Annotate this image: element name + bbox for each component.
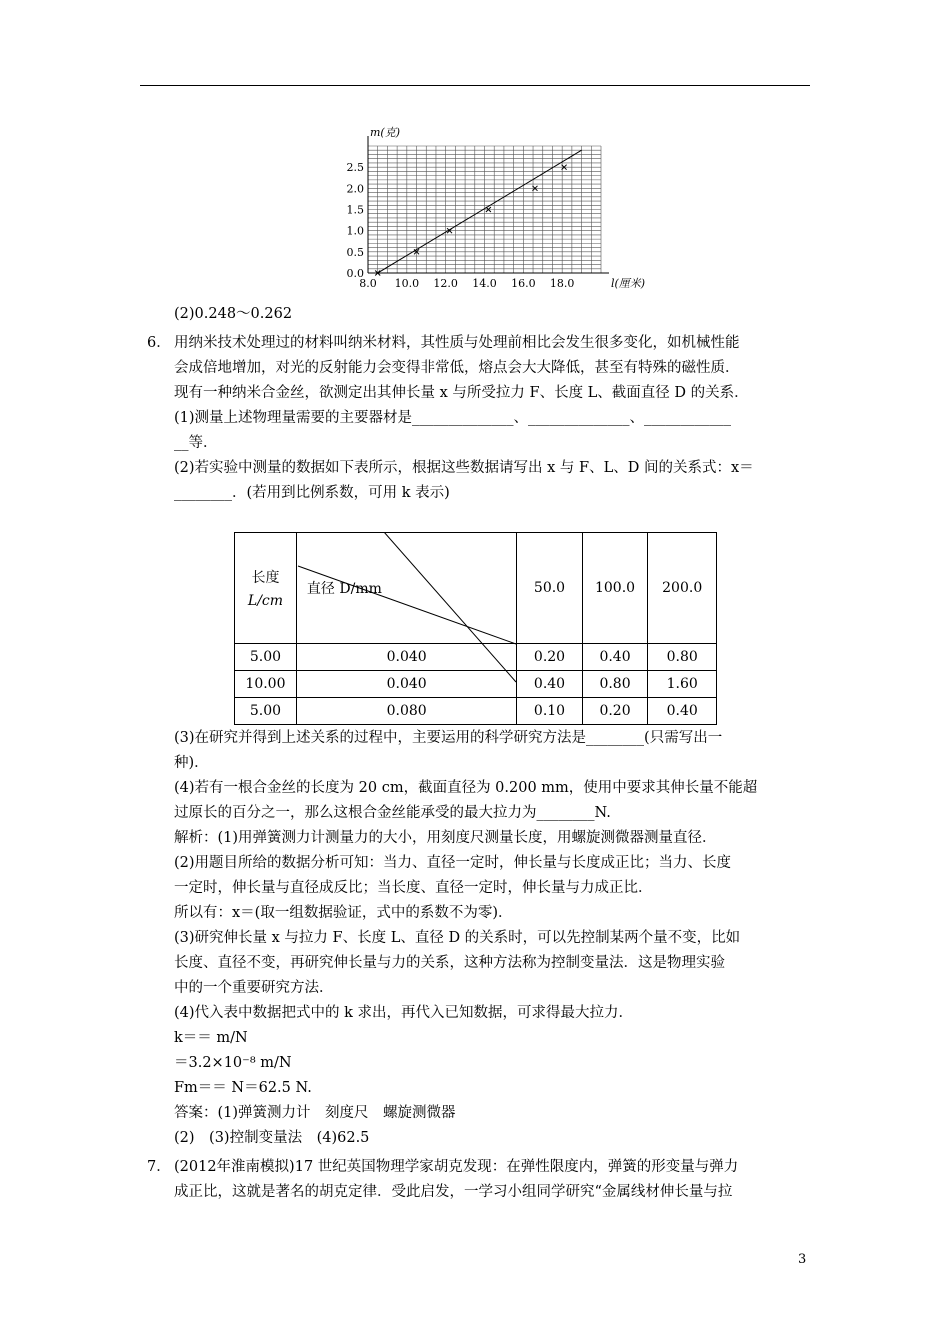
body-line: 中的一个重要研究方法． — [174, 980, 334, 996]
body-line: 解析：(1)用弹簧测力计测量力的大小，用刻度尺测量长度，用螺旋测微器测量直径． — [174, 830, 717, 846]
body-line: 答案：(1)弹簧测力计 刻度尺 螺旋测微器 — [174, 1105, 456, 1121]
body-line: 长度、直径不变，再研究伸长量与力的关系，这种方法称为控制变量法．这是物理实验 — [174, 955, 725, 971]
x-tick-label: 16.0 — [511, 277, 536, 290]
body-line: 一定时，伸长量与直径成反比；当长度、直径一定时，伸长量与力成正比． — [174, 880, 653, 896]
q6-number: 6． — [147, 335, 171, 351]
body-line: k＝＝ m/N — [174, 1030, 248, 1046]
x-tick-label: 8.0 — [359, 277, 377, 290]
body-line: (3)研究伸长量 x 与拉力 F、长度 L、直径 D 的关系时，可以先控制某两个量不变，比如 — [174, 930, 741, 946]
q6-line-3: 现有一种纳米合金丝，欲测定出其伸长量 x 与所受拉力 F、长度 L、截面直径 D 的关系． — [174, 385, 749, 401]
body-line: Fm＝＝ N＝62.5 N. — [174, 1080, 312, 1096]
header-col-1: 50.0 — [517, 533, 582, 644]
table-diagonals — [234, 532, 718, 727]
y-tick-label: 0.0 — [346, 267, 364, 280]
y-tick-label: 1.5 — [346, 203, 364, 217]
x-tick-label: 14.0 — [472, 277, 497, 290]
header-rule — [140, 85, 810, 86]
table-row: 5.00 0.080 0.10 0.20 0.40 — [235, 698, 717, 725]
x-axis-label: l(厘米) — [611, 277, 646, 290]
page-number: 3 — [798, 1252, 807, 1267]
body-line: (4)若有一根合金丝的长度为 20 cm，截面直径为 0.200 mm，使用中要求其伸长量不能超 — [174, 780, 758, 796]
body-line: (2)用题目所给的数据分析可知：当力、直径一定时，伸长量与长度成正比；当力、长度 — [174, 855, 732, 871]
header-col-2: 100.0 — [582, 533, 648, 644]
fit-line — [378, 150, 582, 273]
mass-length-chart — [325, 125, 665, 295]
corner-length-label: 长度 — [251, 570, 280, 586]
q6-part1-b: __等． — [174, 435, 218, 451]
q5-answer: (2)0.248～0.262 — [174, 306, 293, 322]
y-tick-label: 1.0 — [346, 224, 364, 238]
body-line: (4)代入表中数据把式中的 k 求出，再代入已知数据，可求得最大拉力． — [174, 1005, 634, 1021]
x-tick-label: 10.0 — [394, 277, 420, 290]
q7-number: 7． — [147, 1159, 171, 1175]
header-col-3: 200.0 — [648, 533, 717, 644]
q6-line-2: 会成倍地增加，对光的反射能力会变得非常低，熔点会大大降低，甚至有特殊的磁性质． — [174, 360, 740, 376]
table-row: 10.00 0.040 0.40 0.80 1.60 — [235, 671, 717, 698]
corner-length-unit: L/cm — [247, 593, 284, 609]
x-tick-label: 12.0 — [433, 277, 458, 290]
q7-line-2: 成正比，这就是著名的胡克定律．受此启发，一学习小组同学研究“金属线材伸长量与拉 — [174, 1184, 733, 1200]
q6-part1-a: (1)测量上述物理量需要的主要器材是______________、______________、____________ — [174, 410, 732, 426]
q6-part2-a: (2)若实验中测量的数据如下表所示，根据这些数据请写出 x 与 F、L、D 间的关系式：x＝ — [174, 460, 754, 476]
corner-diameter-label: 直径 D/mm — [306, 581, 382, 597]
body-line: ＝3.2×10⁻⁸ m/N — [174, 1055, 292, 1071]
body-line: (3)在研究并得到上述关系的过程中，主要运用的科学研究方法是________(只需写出一 — [174, 730, 723, 746]
y-tick-label: 2.5 — [346, 161, 364, 175]
x-tick-label: 18.0 — [549, 277, 575, 290]
q7-line-1: (2012年淮南模拟)17 世纪英国物理学家胡克发现：在弹性限度内，弹簧的形变量与弹力 — [174, 1159, 739, 1175]
body-line: 种)． — [174, 755, 209, 771]
body-line: 所以有：x＝(取一组数据验证，式中的系数不为零)． — [174, 905, 513, 921]
table-row: 5.00 0.040 0.20 0.40 0.80 — [235, 644, 717, 671]
y-axis-label: m(克) — [370, 126, 401, 139]
body-line: (2) (3)控制变量法 (4)62.5 — [174, 1130, 370, 1146]
y-tick-label: 0.5 — [346, 245, 364, 259]
q6-line-1: 用纳米技术处理过的材料叫纳米材料，其性质与处理前相比会发生很多变化，如机械性能 — [174, 335, 740, 351]
q6-part2-b: ________．(若用到比例系数，可用 k 表示) — [174, 485, 450, 501]
body-line: 过原长的百分之一，那么这根合金丝能承受的最大拉力为________N. — [174, 805, 611, 821]
y-tick-label: 2.0 — [346, 182, 364, 196]
